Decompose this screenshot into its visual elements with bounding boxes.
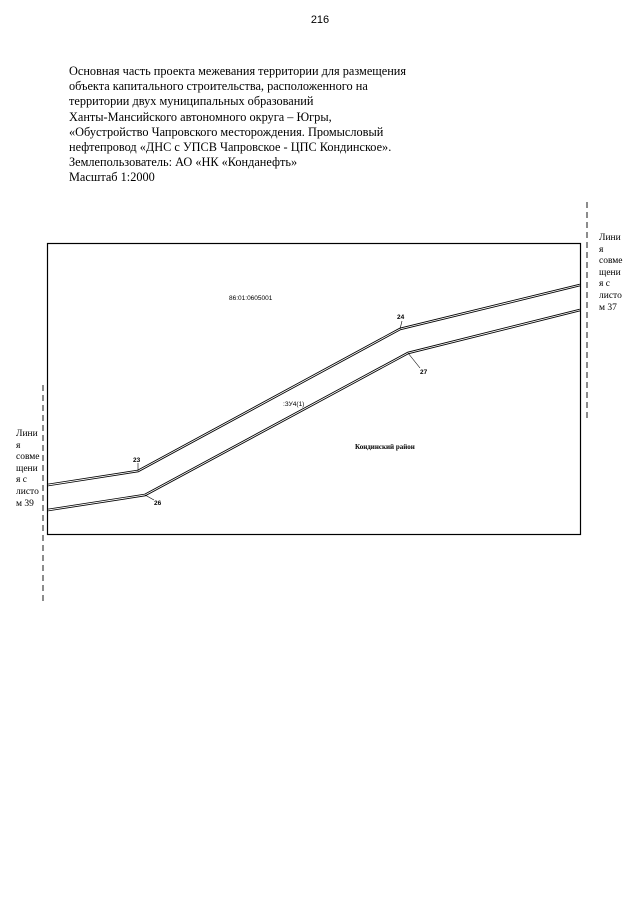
match-label-line: совме [599, 256, 623, 267]
match-label-line: щени [599, 267, 621, 278]
map-frame [48, 244, 581, 535]
match-label-line: я с [16, 475, 27, 486]
title-line: территории двух муниципальных образований [69, 94, 314, 109]
title-line: объекта капитального строительства, расположенного на [69, 79, 368, 94]
land-user-line: Землепользователь: АО «НК «Конданефть» [69, 155, 298, 170]
title-line: Ханты-Мансийского автономного округа – Югры, [69, 109, 332, 124]
left-match-line-label [16, 429, 40, 510]
title-line: «Обустройство Чапровского месторождения. Промысловый [69, 124, 384, 139]
plot-boundary-upper [48, 285, 580, 485]
page-number: 216 [310, 14, 330, 26]
district-label: Кондинский район [355, 443, 415, 451]
point-26-label: 26 [154, 500, 162, 507]
plot-label: :ЗУ4(1) [283, 401, 305, 408]
match-label-line: м 39 [16, 498, 34, 509]
scale-line: Масштаб 1:2000 [69, 170, 155, 185]
match-label-line: листо [16, 486, 39, 497]
plot-boundary-lower [48, 310, 580, 510]
match-label-line: совме [16, 452, 40, 463]
title-line: Основная часть проекта межевания территории для размещения [69, 64, 407, 78]
match-label-line: Лини [599, 233, 621, 243]
plot-boundary-lower [48, 310, 580, 510]
match-label-line: Лини [16, 429, 38, 439]
cadastral-number-label: 86:01:0605001 [229, 295, 273, 302]
match-label-line: щени [16, 463, 38, 474]
point-27-label: 27 [420, 369, 428, 376]
right-match-line-label [599, 233, 623, 314]
point-leader [408, 353, 420, 368]
match-label-line: м 37 [599, 302, 617, 313]
point-leader [145, 495, 154, 500]
match-label-line: листо [599, 290, 622, 301]
plot-boundary-upper [48, 285, 580, 485]
match-label-line: я с [599, 279, 610, 290]
match-label-line: я [16, 440, 21, 451]
match-label-line: я [599, 244, 604, 255]
point-24-label: 24 [397, 314, 405, 321]
point-23-label: 23 [133, 457, 141, 464]
title-line: нефтепровод «ДНС с УПСВ Чапровское - ЦПС Кондинское». [69, 140, 392, 155]
